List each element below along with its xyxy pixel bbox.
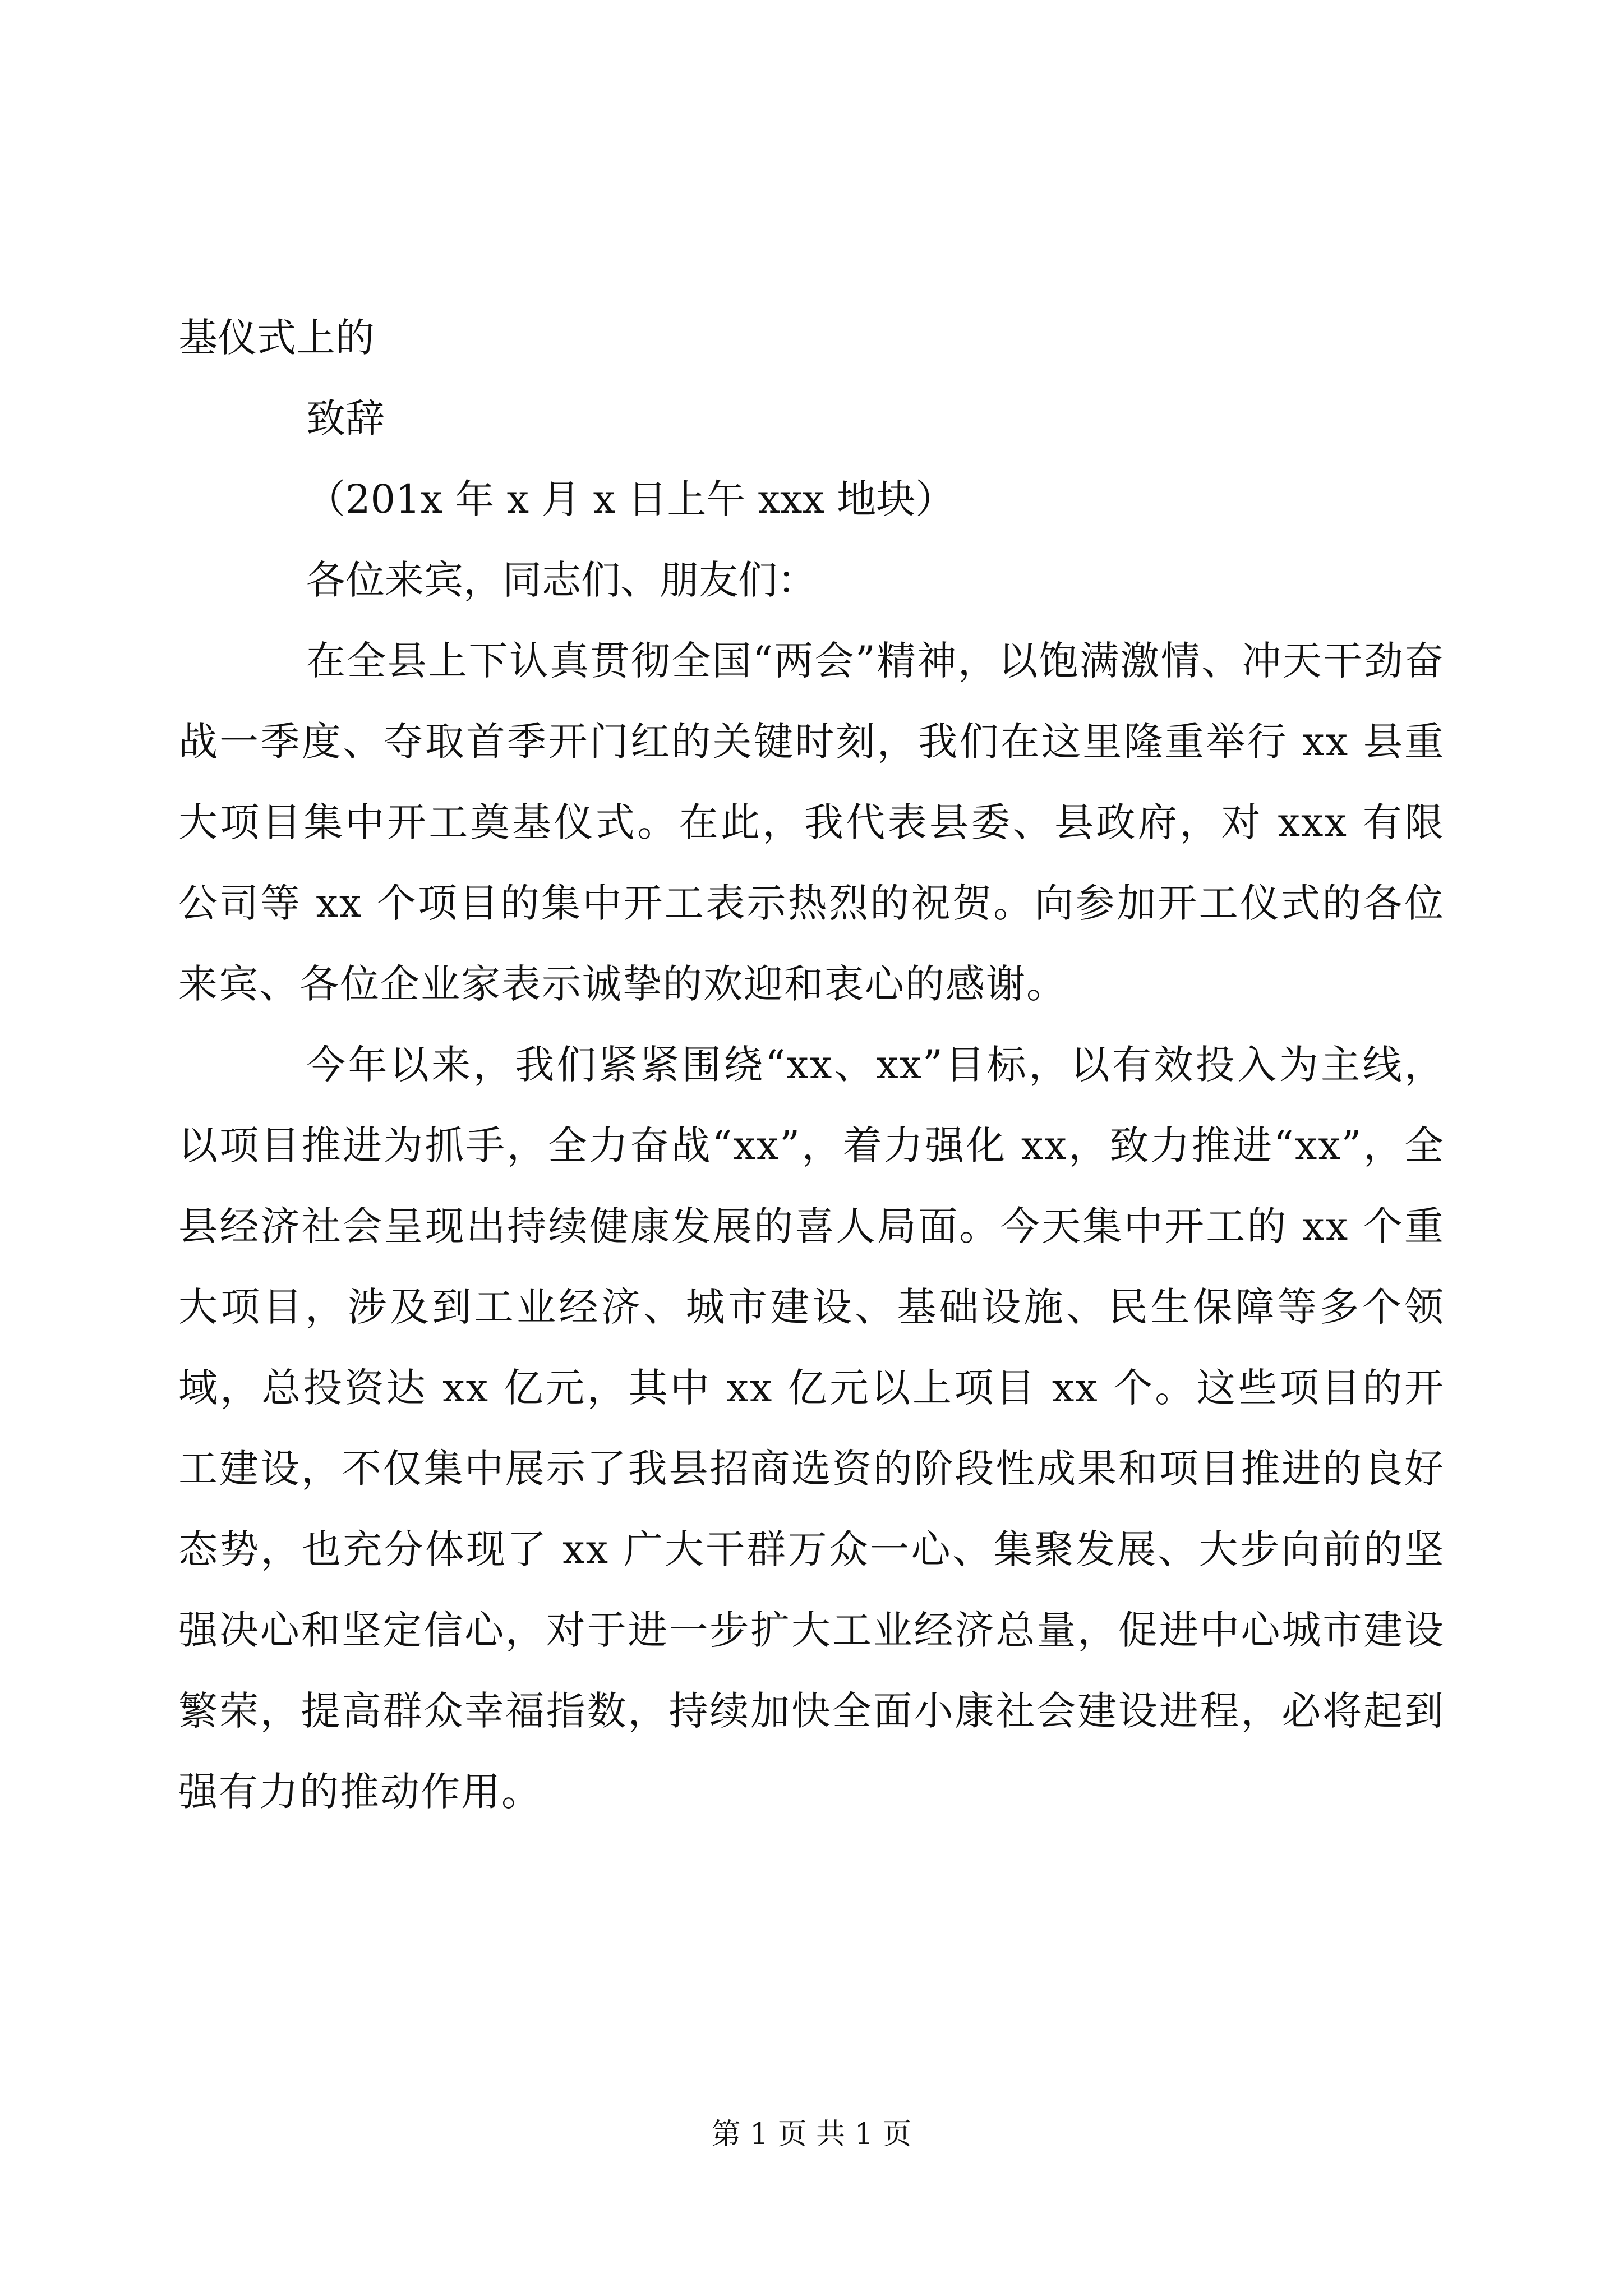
heading-line-1: 基仪式上的 [178, 315, 375, 361]
document-body [178, 297, 1445, 1832]
heading-line-2: 致辞 [306, 395, 385, 441]
salutation: 各位来宾，同志们、朋友们： [306, 557, 817, 603]
paragraph: 在全县上下认真贯彻全国“两会”精神，以饱满激情、冲天干劲奋战一季度、夺取首季开门红的关键时刻，我们在这里隆重举行 xx 县重大项目集中开工奠基仪式。在此，我代表县委、县政府，对 xxx 有限公司等 xx 个项目的集中开工表示热烈的祝贺。向参加开工仪式的各位来宾、各位企业家表示诚挚的欢迎和衷心的感谢。 [178, 638, 1445, 1007]
page-footer: 第 1 页 共 1 页 [711, 2118, 912, 2151]
paragraph: 今年以来，我们紧紧围绕“xx、xx”目标，以有效投入为主线，以项目推进为抓手，全力奋战“xx”，着力强化 xx，致力推进“xx”，全县经济社会呈现出持续健康发展的喜人局面。今天集中开工的 xx 个重大项目，涉及到工业经济、城市建设、基础设施、民生保障等多个领域，总投资达 xx 亿元，其中 xx 亿元以上项目 xx 个。这些项目的开工建设，不仅集中展示了我县招商选资的阶段性成果和项目推进的良好态势，也充分体现了 xx 广大干群万众一心、集聚发展、大步向前的坚强决心和坚定信心，对于进一步扩大工业经济总量，促进中心城市建设繁荣，提高群众幸福指数，持续加快全面小康社会建设进程，必将起到强有力的推动作用。 [178, 1042, 1445, 1815]
date-line: （201x 年 x 月 x 日上午 xxx 地块） [306, 476, 955, 522]
